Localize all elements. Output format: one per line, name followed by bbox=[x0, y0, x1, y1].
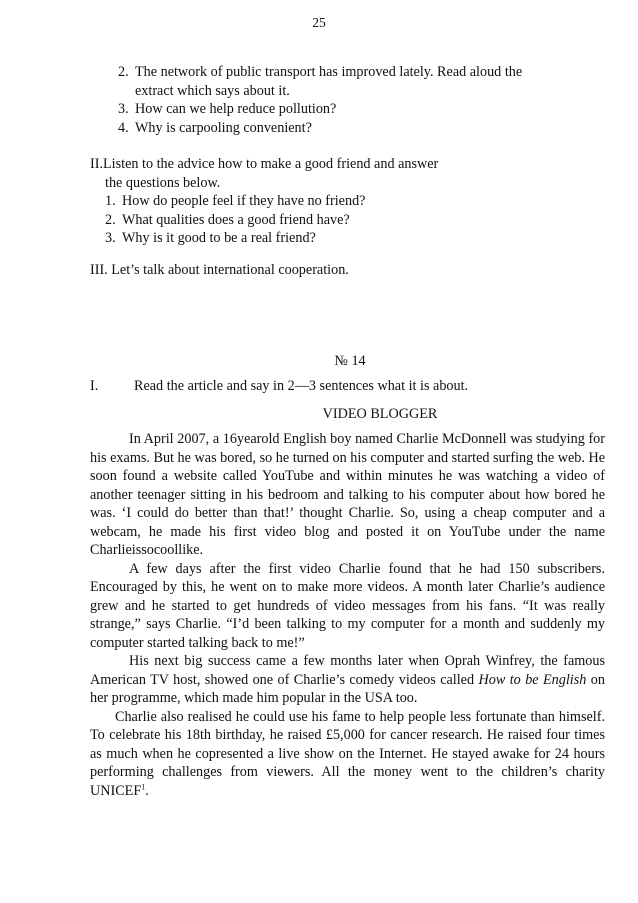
section-3: III. Let’s talk about international cooperation. bbox=[90, 262, 349, 278]
article-paragraph bbox=[90, 652, 605, 708]
question-list-top bbox=[118, 63, 598, 137]
item-text: How do people feel if they have no friend? bbox=[122, 193, 366, 209]
paragraph-text: His next big success came a few months later when Oprah Winfrey, the famous American TV host, showed one of Charlie’s comedy videos called bbox=[90, 653, 605, 688]
article-paragraph: In April 2007, a 16yearold English boy named Charlie McDonnell was studying for his exams. But he was bored, so he turned on his computer and started surfing the web. He soon found a website called YouTube and within minutes he was watching a video of another teenager sitting in his bedroom and talking to his computer about how bored he was. ‘I could do better than that!’ thought Charlie. So, using a cheap computer and a webcam, he made his first video blog and posted it on YouTube under the name Charlieissocoollike. bbox=[90, 431, 605, 558]
page-number: 25 bbox=[312, 15, 326, 30]
task-number: I. bbox=[90, 378, 99, 394]
item-text: Why is carpooling convenient? bbox=[135, 119, 312, 136]
task-text: Read the article and say in 2—3 sentences what it is about. bbox=[134, 378, 469, 394]
section-2-heading-cont: the questions below. bbox=[105, 174, 221, 191]
article-paragraph: A few days after the first video Charlie found that he had 150 subscribers. Encouraged by this, he went on to make more videos. A month later Charlie’s audience grew and he started to get hundreds of video messages from his fans. “It was really strange,” says Charlie. “I’d been talking to my computer for a month and suddenly my computer started talking back to me!” bbox=[90, 560, 605, 651]
section-2 bbox=[90, 155, 610, 248]
item-number: 3. bbox=[105, 230, 116, 246]
video-title: How to be English bbox=[478, 671, 587, 688]
list-item bbox=[105, 192, 610, 211]
item-text-continuation: extract which says about it. bbox=[135, 82, 290, 99]
item-number: 3. bbox=[118, 101, 129, 117]
article-title: VIDEO BLOGGER bbox=[322, 406, 438, 422]
paragraph-text: Charlie also realised he could use his fame to help people less fortunate than himself. To celebrate his 18th birthday, he raised £5,000 for cancer research. He raised four times as much when he copresented a live show on the Internet. He stayed awake for 24 hours performing challenges from viewers. All the money went to the children’s charity UNICEF bbox=[90, 708, 605, 799]
item-text: Why is it good to be a real friend? bbox=[122, 230, 316, 246]
item-number: 2. bbox=[118, 64, 129, 80]
list-item bbox=[105, 211, 610, 230]
list-item bbox=[118, 119, 598, 138]
item-text: The network of public transport has improved lately. Read aloud the bbox=[135, 64, 523, 80]
list-item bbox=[118, 100, 598, 119]
paragraph-end: . bbox=[145, 782, 149, 799]
section-2-heading: II.Listen to the advice how to make a good friend and answer bbox=[90, 156, 439, 172]
item-number: 4. bbox=[118, 119, 129, 136]
item-text: What qualities does a good friend have? bbox=[122, 211, 350, 228]
item-text: How can we help reduce pollution? bbox=[135, 101, 337, 117]
list-item bbox=[118, 63, 598, 82]
lesson-number: № 14 bbox=[334, 353, 366, 369]
list-item bbox=[105, 229, 610, 248]
paragraph-text: on her programme, which made him popular in the USA too. bbox=[90, 671, 605, 706]
task-1 bbox=[90, 377, 630, 396]
item-number: 2. bbox=[105, 211, 116, 228]
article-body bbox=[90, 430, 605, 800]
article-paragraph bbox=[90, 708, 605, 801]
section-2-questions bbox=[90, 192, 610, 248]
footnote-marker: 1 bbox=[141, 781, 146, 791]
item-number: 1. bbox=[105, 193, 116, 209]
